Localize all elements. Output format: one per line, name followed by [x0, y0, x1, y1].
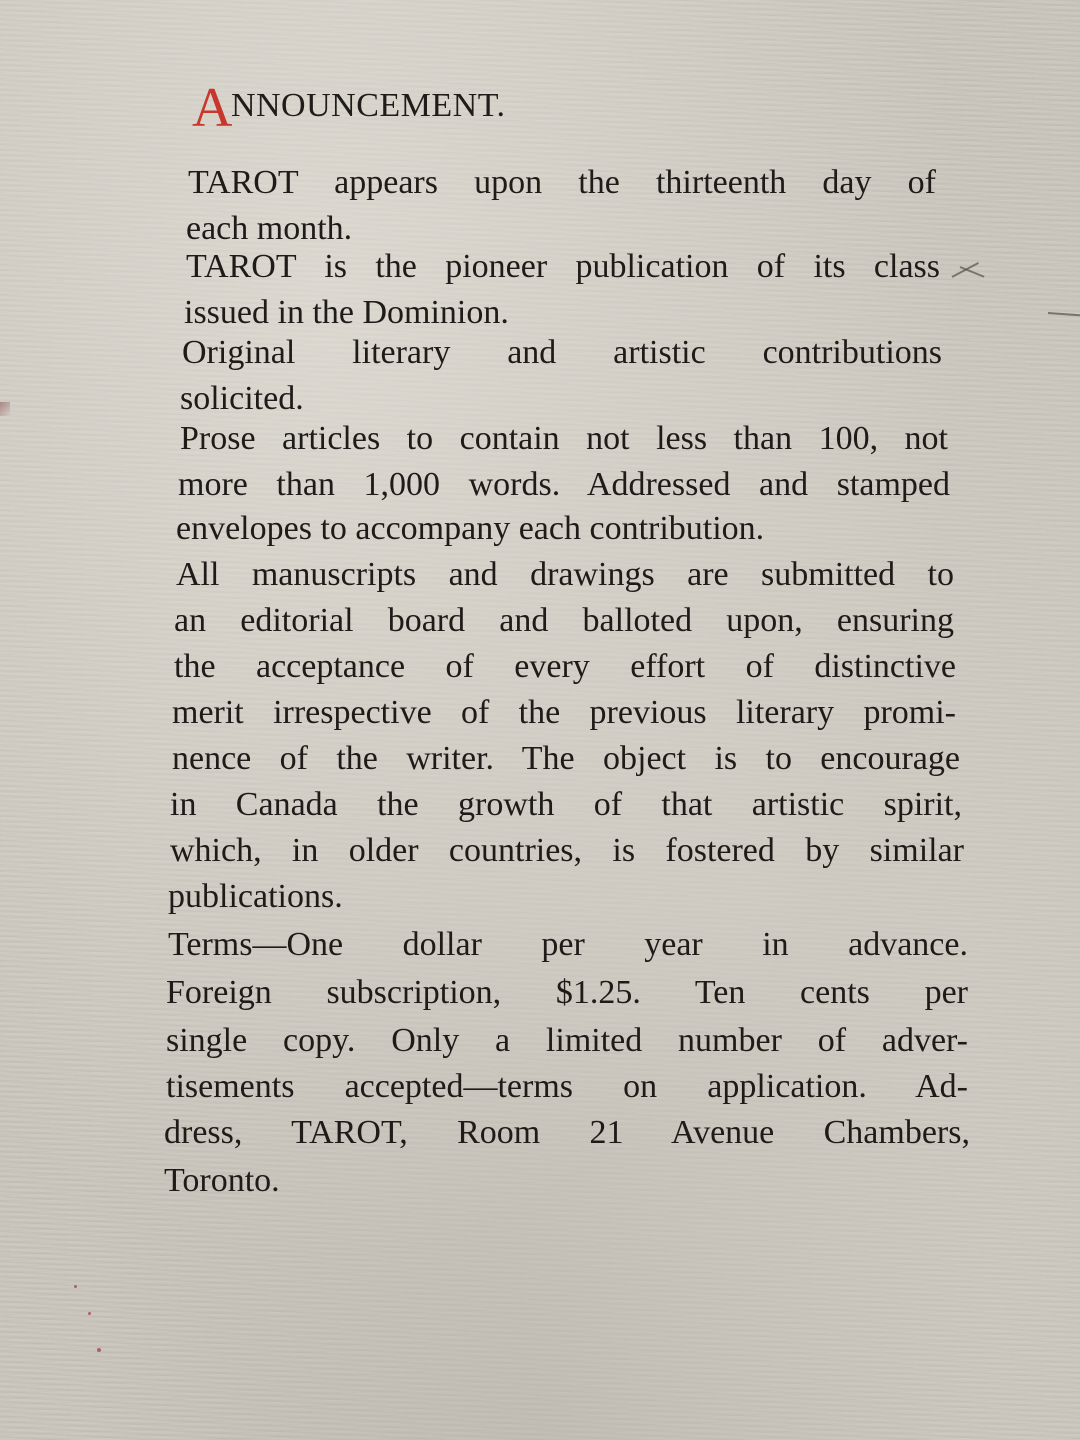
page-edge-mark [0, 402, 10, 416]
text-line: in Canada the growth of that artistic spirit, [170, 786, 962, 823]
text-line: more than 1,000 words. Addressed and stamped [178, 466, 950, 503]
text-line: Toronto. [164, 1162, 280, 1199]
text-line: Prose articles to contain not less than 100, not [180, 420, 948, 457]
text-line: merit irrespective of the previous literary promi- [172, 694, 956, 731]
text-line: single copy. Only a limited number of adver- [166, 1022, 968, 1059]
text-line: All manuscripts and drawings are submitted to [176, 556, 954, 593]
announcement-title [192, 77, 506, 139]
text-line: Terms—One dollar per year in advance. [168, 926, 968, 963]
title-dropcap: A [192, 77, 233, 139]
text-line: TAROT is the pioneer publication of its class [186, 248, 940, 285]
text-line: each month. [186, 210, 353, 247]
text-line: the acceptance of every effort of distinctive [174, 648, 956, 685]
text-line: solicited. [180, 380, 304, 417]
red-speck [74, 1285, 77, 1288]
text-line: which, in older countries, is fostered by similar [170, 832, 964, 869]
text-line: Foreign subscription, $1.25. Ten cents per [166, 974, 968, 1011]
text-line: envelopes to accompany each contribution. [176, 510, 765, 547]
text-line: TAROT appears upon the thirteenth day of [188, 164, 936, 201]
text-line: issued in the Dominion. [184, 294, 509, 331]
text-line: Original literary and artistic contributions [182, 334, 942, 371]
red-speck [97, 1348, 101, 1352]
text-line: an editorial board and balloted upon, ensuring [174, 602, 954, 639]
text-line: dress, TAROT, Room 21 Avenue Chambers, [164, 1114, 970, 1151]
text-line: tisements accepted—terms on application. Ad- [166, 1068, 968, 1105]
text-line: nence of the writer. The object is to encourage [172, 740, 960, 777]
title-text: NNOUNCEMENT. [230, 87, 506, 124]
text-line: publications. [168, 878, 343, 915]
paper-crease [1048, 312, 1080, 316]
red-speck [88, 1312, 91, 1315]
